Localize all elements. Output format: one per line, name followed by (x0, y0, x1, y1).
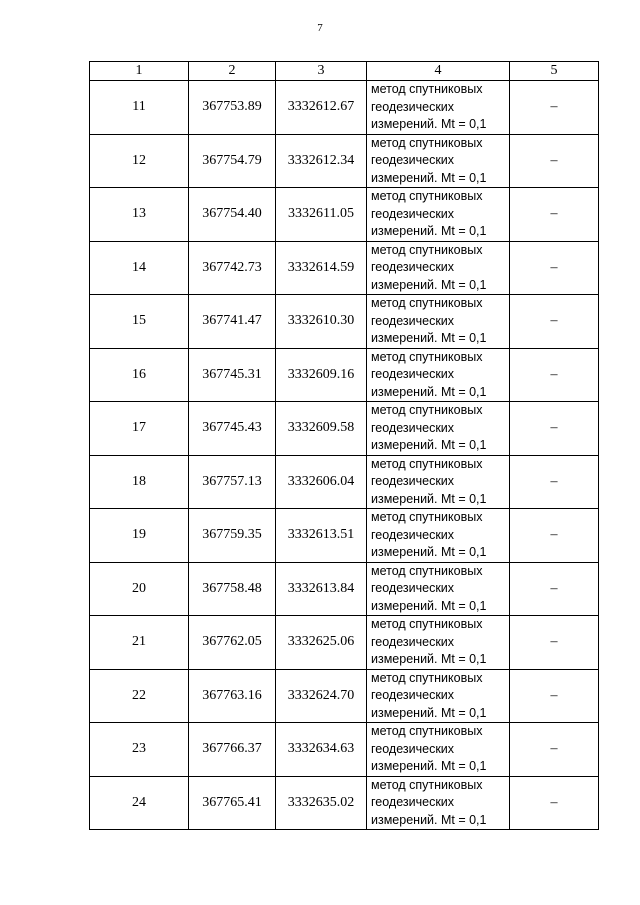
table-row (90, 348, 599, 402)
point-number-cell: 12 (90, 134, 189, 188)
note-cell: – (510, 241, 599, 295)
x-coordinate-cell: 367762.05 (189, 616, 276, 670)
header-cell-2: 2 (189, 62, 276, 81)
table-body (90, 62, 599, 830)
method-line: измерений. Mt = 0,1 (371, 224, 487, 238)
method-line: геодезических (371, 634, 455, 649)
method-cell (367, 402, 510, 456)
method-line: геодезических (371, 260, 455, 274)
x-coordinate-cell: 367766.37 (189, 723, 276, 777)
coordinates-table (89, 61, 599, 830)
table-row (90, 616, 599, 670)
y-coordinate-cell: 3332614.59 (276, 241, 367, 295)
method-line: геодезических (371, 206, 455, 221)
method-line: измерений. Mt = 0,1 (371, 331, 487, 345)
x-coordinate-cell: 367745.43 (189, 402, 276, 456)
y-coordinate-cell: 3332613.51 (276, 509, 367, 563)
method-line: измерений. Mt = 0,1 (371, 652, 487, 666)
note-cell: – (510, 348, 599, 402)
method-line: метод спутниковых (371, 617, 483, 631)
note-cell: – (510, 562, 599, 616)
note-cell: – (510, 455, 599, 509)
method-cell (367, 455, 510, 509)
table-row (90, 402, 599, 456)
method-line: метод спутниковых (371, 724, 483, 738)
note-cell: – (510, 723, 599, 777)
y-coordinate-cell: 3332612.67 (276, 81, 367, 135)
method-line: измерений. Mt = 0,1 (371, 812, 487, 827)
method-cell (367, 241, 510, 295)
x-coordinate-cell: 367757.13 (189, 455, 276, 509)
table-row (90, 455, 599, 509)
method-cell (367, 669, 510, 723)
y-coordinate-cell: 3332635.02 (276, 776, 367, 830)
table-row (90, 723, 599, 777)
method-line: геодезических (371, 688, 455, 702)
y-coordinate-cell: 3332624.70 (276, 669, 367, 723)
x-coordinate-cell: 367754.79 (189, 134, 276, 188)
y-coordinate-cell: 3332613.84 (276, 562, 367, 616)
method-line: измерений. Mt = 0,1 (371, 438, 487, 452)
note-cell: – (510, 776, 599, 830)
point-number-cell: 13 (90, 188, 189, 242)
method-line: геодезических (371, 741, 455, 756)
header-cell-3: 3 (276, 62, 367, 81)
x-coordinate-cell: 367765.41 (189, 776, 276, 830)
point-number-cell: 22 (90, 669, 189, 723)
table-row (90, 669, 599, 723)
table-row (90, 134, 599, 188)
y-coordinate-cell: 3332609.16 (276, 348, 367, 402)
header-cell-1: 1 (90, 62, 189, 81)
x-coordinate-cell: 367753.89 (189, 81, 276, 135)
table-row (90, 81, 599, 135)
method-line: геодезических (371, 420, 455, 435)
method-line: геодезических (371, 153, 455, 167)
table-row (90, 188, 599, 242)
x-coordinate-cell: 367741.47 (189, 295, 276, 349)
x-coordinate-cell: 367745.31 (189, 348, 276, 402)
header-cell-4: 4 (367, 62, 510, 81)
method-line: измерений. Mt = 0,1 (371, 705, 487, 720)
note-cell: – (510, 295, 599, 349)
method-line: метод спутниковых (371, 563, 483, 578)
note-cell: – (510, 188, 599, 242)
y-coordinate-cell: 3332625.06 (276, 616, 367, 670)
y-coordinate-cell: 3332609.58 (276, 402, 367, 456)
x-coordinate-cell: 367754.40 (189, 188, 276, 242)
point-number-cell: 21 (90, 616, 189, 670)
table-header-row (90, 62, 599, 81)
method-line: геодезических (371, 99, 455, 114)
table-row (90, 776, 599, 830)
table-row (90, 295, 599, 349)
table-row (90, 562, 599, 616)
method-cell (367, 348, 510, 402)
method-line: метод спутниковых (371, 510, 483, 524)
method-line: метод спутниковых (371, 403, 483, 417)
method-cell (367, 188, 510, 242)
method-cell (367, 616, 510, 670)
method-line: измерений. Mt = 0,1 (371, 170, 487, 185)
note-cell: – (510, 402, 599, 456)
method-line: метод спутниковых (371, 777, 483, 792)
x-coordinate-cell: 367742.73 (189, 241, 276, 295)
point-number-cell: 18 (90, 455, 189, 509)
point-number-cell: 24 (90, 776, 189, 830)
point-number-cell: 14 (90, 241, 189, 295)
table-row (90, 509, 599, 563)
point-number-cell: 17 (90, 402, 189, 456)
method-line: геодезических (371, 795, 455, 809)
point-number-cell: 15 (90, 295, 189, 349)
point-number-cell: 20 (90, 562, 189, 616)
method-line: метод спутниковых (371, 82, 483, 96)
point-number-cell: 16 (90, 348, 189, 402)
method-line: метод спутниковых (371, 135, 483, 150)
table-row (90, 241, 599, 295)
method-line: метод спутниковых (371, 296, 483, 310)
method-line: измерений. Mt = 0,1 (371, 545, 487, 559)
method-line: метод спутниковых (371, 670, 483, 685)
method-line: метод спутниковых (371, 349, 483, 364)
method-cell (367, 776, 510, 830)
y-coordinate-cell: 3332634.63 (276, 723, 367, 777)
method-cell (367, 81, 510, 135)
note-cell: – (510, 134, 599, 188)
x-coordinate-cell: 367763.16 (189, 669, 276, 723)
point-number-cell: 11 (90, 81, 189, 135)
method-line: измерений. Mt = 0,1 (371, 598, 487, 613)
method-cell (367, 509, 510, 563)
method-cell (367, 295, 510, 349)
method-line: геодезических (371, 474, 455, 488)
y-coordinate-cell: 3332612.34 (276, 134, 367, 188)
method-line: геодезических (371, 367, 455, 381)
note-cell: – (510, 81, 599, 135)
page-number: 7 (317, 22, 323, 34)
header-cell-5: 5 (510, 62, 599, 81)
point-number-cell: 23 (90, 723, 189, 777)
method-cell (367, 562, 510, 616)
method-line: геодезических (371, 313, 455, 328)
method-line: измерений. Mt = 0,1 (371, 384, 487, 399)
method-line: геодезических (371, 527, 455, 542)
note-cell: – (510, 509, 599, 563)
method-line: измерений. Mt = 0,1 (371, 117, 487, 131)
y-coordinate-cell: 3332610.30 (276, 295, 367, 349)
note-cell: – (510, 669, 599, 723)
method-line: метод спутниковых (371, 189, 483, 203)
method-line: метод спутниковых (371, 242, 483, 257)
y-coordinate-cell: 3332606.04 (276, 455, 367, 509)
note-cell: – (510, 616, 599, 670)
method-cell (367, 723, 510, 777)
method-line: измерений. Mt = 0,1 (371, 491, 487, 506)
method-line: метод спутниковых (371, 456, 483, 471)
method-cell (367, 134, 510, 188)
x-coordinate-cell: 367758.48 (189, 562, 276, 616)
method-line: измерений. Mt = 0,1 (371, 759, 487, 773)
method-line: геодезических (371, 581, 455, 595)
x-coordinate-cell: 367759.35 (189, 509, 276, 563)
method-line: измерений. Mt = 0,1 (371, 277, 487, 292)
point-number-cell: 19 (90, 509, 189, 563)
y-coordinate-cell: 3332611.05 (276, 188, 367, 242)
